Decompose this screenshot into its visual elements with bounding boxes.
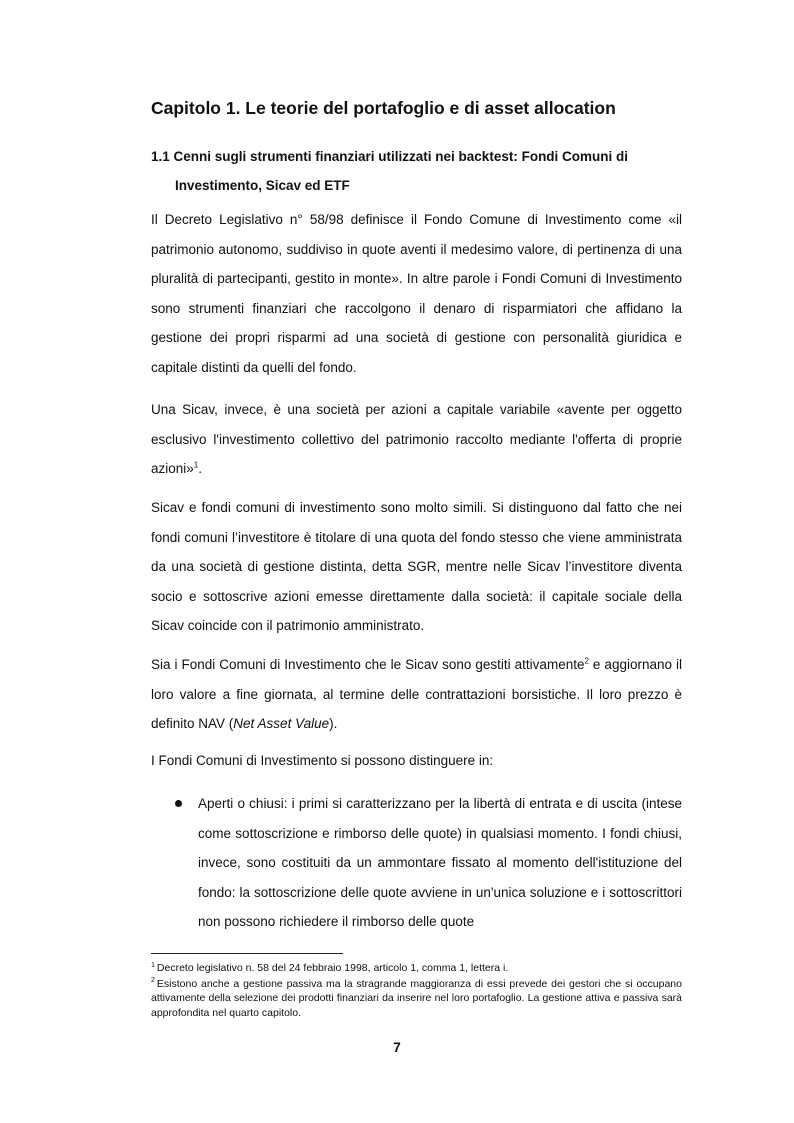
net-asset-value-term: Net Asset Value — [233, 716, 330, 731]
paragraph-sicav-end: . — [198, 461, 202, 476]
paragraph-classification-intro: I Fondi Comuni di Investimento si possono distinguere in: — [151, 753, 494, 768]
footnote-2 — [151, 977, 682, 1021]
footnote-ref-1[interactable]: 1 — [193, 460, 199, 470]
paragraph-nav-end: ). — [329, 716, 338, 731]
page-number: 7 — [393, 1040, 401, 1055]
section-heading — [151, 142, 682, 200]
paragraph-sicav-text: Una Sicav, invece, è una società per azioni a capitale variabile «avente per oggetto esclusivo l'investimento collettivo del patrimonio raccolto mediante l'offerta di proprie azioni» — [151, 402, 682, 476]
footnote-number: 1 — [151, 961, 155, 969]
footnote-text: Decreto legislativo n. 58 del 24 febbraio 1998, articolo 1, comma 1, lettera i. — [156, 962, 509, 974]
paragraph-nav-rest: e aggiornano il loro valore a fine giornata, al termine delle contrattazioni borsistiche. Il loro prezzo è definito NAV ( — [151, 657, 682, 731]
list-item — [151, 789, 682, 937]
paragraph-nav — [151, 650, 682, 739]
fund-types-list — [151, 789, 682, 937]
paragraph-nav-text: Sia i Fondi Comuni di Investimento che le Sicav sono gestiti attivamente — [151, 657, 585, 672]
section-heading-line1: 1.1 Cenni sugli strumenti finanziari utilizzati nei backtest: Fondi Comuni di — [151, 149, 629, 164]
chapter-title: Capitolo 1. Le teorie del portafoglio e di asset allocation — [151, 98, 616, 118]
footnote-text: Esistono anche a gestione passiva ma la stragrande maggioranza di essi prevede dei gestori che si occupano attivamente della selezione dei prodotti finanziari da inserire nel loro portafoglio. La gestione attiva e passiva sarà approfondita nel quarto capitolo. — [151, 977, 682, 1019]
paragraph-differences: Sicav e fondi comuni di investimento sono molto simili. Si distinguono dal fatto che nei fondi comuni l’investitore è titolare di una quota del fondo stesso che viene amministrata da una società di gestione distinta, detta SGR, mentre nelle Sicav l’investitore diventa socio e sottoscrive azioni emesse direttamente dalla società: il capitale sociale della Sicav coincide con il patrimonio amministrato. — [151, 500, 682, 633]
list-item-text: Aperti o chiusi: i primi si caratterizzano per la libertà di entrata e di uscita (intese come sottoscrizione e rimborso delle quote) in qualsiasi momento. I fondi chiusi, invece, sono costituiti da un ammontare fissato al momento dell'istituzione del fondo: la sottoscrizione delle quote avviene in un'unica soluzione e i sottoscrittori non possono richiedere il rimborso delle quote — [198, 796, 682, 929]
paragraph-fondo-comune: Il Decreto Legislativo n° 58/98 definisce il Fondo Comune di Investimento come «il patrimonio autonomo, suddiviso in quote aventi il medesimo valore, di pertinenza di una pluralità di partecipanti, gestito in monte». In altre parole i Fondi Comuni di Investimento sono strumenti finanziari che raccolgono il denaro di risparmiatori che affidano la gestione dei propri risparmi ad una società di gestione con personalità giuridica e capitale distinti da quelli del fondo. — [151, 212, 682, 375]
footnotes — [151, 961, 682, 1021]
section-heading-line2: Investimento, Sicav ed ETF — [175, 178, 350, 193]
bullet-icon — [175, 800, 182, 807]
footnote-separator — [151, 953, 343, 954]
footnote-number: 2 — [151, 977, 155, 984]
paragraph-sicav — [151, 395, 682, 484]
footnote-ref-2[interactable]: 2 — [584, 656, 589, 666]
footnote-1 — [151, 961, 682, 976]
